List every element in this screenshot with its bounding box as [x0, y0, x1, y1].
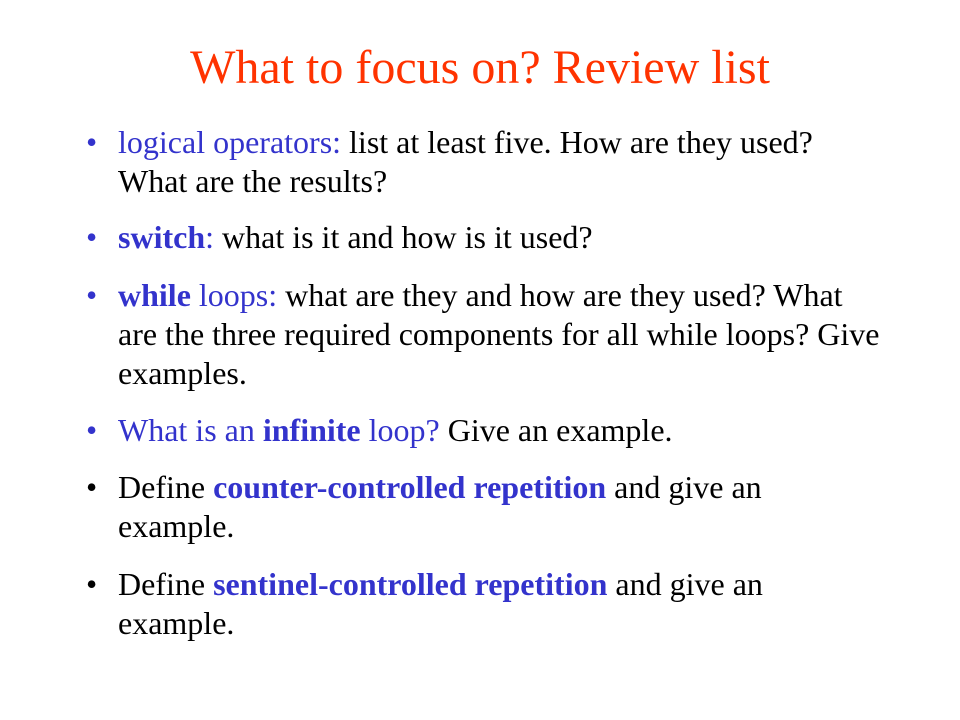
- bullet-text-segment: counter-controlled repetition: [213, 469, 607, 505]
- bullet-text-segment: Define: [118, 469, 214, 505]
- bullet-item: [86, 276, 886, 393]
- bullet-text-segment: :: [205, 219, 222, 255]
- bullet-item: [86, 565, 886, 643]
- bullet-item: [86, 411, 886, 450]
- bullet-text-segment: what is it and how is it used?: [222, 219, 593, 255]
- bullet-text-segment: sentinel-controlled repetition: [213, 566, 608, 602]
- bullet-text-segment: Give an example.: [447, 412, 673, 448]
- bullet-text-segment: logical operators:: [118, 124, 350, 160]
- bullet-item: [86, 218, 886, 257]
- bullet-text-segment: What is an: [118, 412, 263, 448]
- bullet-item: [86, 468, 886, 546]
- slide-title: What to focus on? Review list: [190, 41, 770, 94]
- bullet-text-segment: infinite: [262, 412, 361, 448]
- bullet-text-segment: loops:: [190, 277, 286, 313]
- bullet-dot: •: [86, 124, 98, 160]
- bullet-text-segment: list at least five. How are they used? What are the results?: [118, 124, 813, 199]
- bullet-list: [86, 123, 886, 659]
- bullet-text-segment: while: [118, 277, 191, 313]
- bullet-dot: •: [86, 469, 98, 505]
- bullet-text-segment: switch: [118, 219, 206, 255]
- bullet-text-segment: and give an example.: [118, 566, 763, 641]
- bullet-dot: •: [86, 219, 98, 255]
- bullet-text-segment: and give an example.: [118, 469, 762, 544]
- bullet-dot: •: [86, 412, 98, 448]
- bullet-dot: •: [86, 277, 98, 313]
- bullet-text-segment: what are they and how are they used? What are the three required components for all while loops? Give examples.: [118, 277, 880, 391]
- bullet-text-segment: Define: [118, 566, 214, 602]
- bullet-item: [86, 123, 886, 201]
- bullet-dot: •: [86, 566, 98, 602]
- bullet-text-segment: loop?: [360, 412, 448, 448]
